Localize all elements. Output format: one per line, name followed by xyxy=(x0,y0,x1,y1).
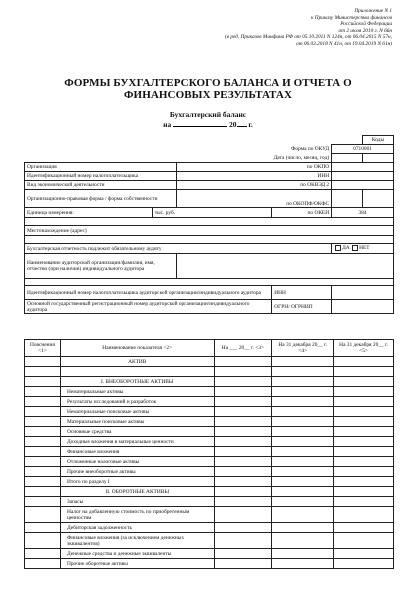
value-cell[interactable] xyxy=(214,487,272,497)
indicator-name: Отложенные налоговые активы xyxy=(60,457,214,467)
note-cell[interactable] xyxy=(25,417,61,427)
value-cell[interactable] xyxy=(334,427,394,437)
value-cell[interactable] xyxy=(214,407,272,417)
auditor-inn-field[interactable] xyxy=(332,286,394,300)
value-cell[interactable] xyxy=(214,357,272,367)
value-cell[interactable] xyxy=(272,507,334,523)
value-cell[interactable] xyxy=(272,417,334,427)
table-row xyxy=(25,357,394,367)
value-cell[interactable] xyxy=(272,447,334,457)
note-cell[interactable] xyxy=(25,377,61,387)
value-cell[interactable] xyxy=(334,377,394,387)
auditor-name-field[interactable] xyxy=(176,254,393,279)
value-cell[interactable] xyxy=(214,377,272,387)
period-year: 20 xyxy=(229,120,237,129)
value-cell[interactable] xyxy=(334,487,394,497)
value-cell[interactable] xyxy=(334,407,394,417)
value-cell[interactable] xyxy=(272,437,334,447)
note-cell[interactable] xyxy=(25,549,61,559)
indicator-name: Основные средства xyxy=(60,427,214,437)
unit-value: тыс. руб. xyxy=(152,208,272,218)
value-cell[interactable] xyxy=(272,549,334,559)
indicator-name: Нематериальные поисковые активы xyxy=(60,407,214,417)
appendix-line: от 06.03.2018 N 41н, от 19.04.2019 N 61н) xyxy=(296,40,392,47)
value-cell[interactable] xyxy=(272,457,334,467)
note-cell[interactable] xyxy=(25,427,61,437)
note-cell[interactable] xyxy=(25,437,61,447)
activity-label: Вид экономической деятельности xyxy=(25,181,177,190)
value-cell[interactable] xyxy=(214,417,272,427)
note-cell[interactable] xyxy=(25,497,61,507)
value-cell[interactable] xyxy=(214,533,272,549)
appendix-line: (в ред. Приказов Минфина РФ от 05.10.2011 N 124н, от 06.04.2015 N 57н, xyxy=(224,34,392,40)
table-row xyxy=(25,487,394,497)
column-header: Пояснения <1> xyxy=(25,340,61,357)
value-cell[interactable] xyxy=(272,467,334,477)
column-header: На 31 декабря 20__ г. <4> xyxy=(272,340,334,357)
note-cell[interactable] xyxy=(25,487,61,497)
balance-title: Бухгалтерский баланс xyxy=(169,110,247,119)
value-cell[interactable] xyxy=(214,447,272,457)
appendix-note xyxy=(132,8,392,47)
table-row xyxy=(25,467,394,477)
value-cell[interactable] xyxy=(334,523,394,533)
period-line xyxy=(0,120,416,129)
value-cell[interactable] xyxy=(214,507,272,523)
indicator-name: Результаты исследований и разработок xyxy=(60,397,214,407)
inn-code-label: ИНН xyxy=(176,172,332,181)
period-na: на xyxy=(163,120,172,129)
table-row xyxy=(25,397,394,407)
table-row xyxy=(25,437,394,447)
codes-header: Коды xyxy=(363,136,394,145)
indicator-name: Денежные средства и денежные эквиваленты xyxy=(60,549,214,559)
org-label: Организация xyxy=(25,163,177,172)
indicator-name: Дебиторская задолженность xyxy=(60,523,214,533)
value-cell[interactable] xyxy=(334,417,394,427)
location-label: Местонахождение (адрес) xyxy=(25,226,394,236)
audit-no-label: НЕТ xyxy=(359,245,370,252)
indicator-name xyxy=(60,367,214,377)
date-year-field[interactable] xyxy=(363,154,394,163)
audit-yes-checkbox[interactable] xyxy=(335,245,341,251)
column-header: Наименование показателя <2> xyxy=(60,340,214,357)
okopf-label: по ОКОПФ/ОКФС xyxy=(176,190,332,208)
table-row xyxy=(25,387,394,397)
auditor-inn-label: Идентификационный номер налогоплательщика аудиторской организации/индивидуального аудитора xyxy=(25,286,272,300)
note-cell[interactable] xyxy=(25,407,61,417)
table-row xyxy=(25,367,394,377)
indicator-name: Доходные вложения в материальные ценности xyxy=(60,437,214,447)
table-row xyxy=(25,507,394,523)
table-row xyxy=(25,427,394,437)
value-cell[interactable] xyxy=(272,427,334,437)
value-cell[interactable] xyxy=(334,507,394,523)
okved-label: по ОКВЭД 2 xyxy=(176,181,332,190)
note-cell[interactable] xyxy=(25,477,61,487)
inn-label: Идентификационный номер налогоплательщика xyxy=(25,172,177,181)
table-row xyxy=(25,533,394,549)
audit-yes-label: ДА xyxy=(342,245,350,252)
value-cell[interactable] xyxy=(334,397,394,407)
audit-no-checkbox[interactable] xyxy=(352,245,358,251)
note-cell[interactable] xyxy=(25,533,61,549)
okud-label: Форма по ОКУД xyxy=(291,146,330,152)
section-header: АКТИВ xyxy=(60,357,214,367)
okopf-field[interactable] xyxy=(332,190,363,208)
value-cell[interactable] xyxy=(214,367,272,377)
audit-label: Бухгалтерская отчетность подлежит обязательному аудиту xyxy=(25,244,332,254)
value-cell[interactable] xyxy=(214,457,272,467)
value-cell[interactable] xyxy=(214,559,272,569)
unit-label: Единица измерения: xyxy=(25,208,153,218)
okei-value: 384 xyxy=(332,208,394,218)
document-title: ФОРМЫ БУХГАЛТЕРСКОГО БАЛАНСА И ОТЧЕТА О ФИНАНСОВЫХ РЕЗУЛЬТАТАХ xyxy=(64,77,352,101)
table-row xyxy=(25,417,394,427)
value-cell[interactable] xyxy=(334,447,394,457)
okud-value: 0710001 xyxy=(332,145,394,154)
value-cell[interactable] xyxy=(334,357,394,367)
appendix-line: Российской Федерации xyxy=(340,21,392,27)
indicator-name: Прочие внеоборотные активы xyxy=(60,467,214,477)
note-cell[interactable] xyxy=(25,447,61,457)
value-cell[interactable] xyxy=(214,467,272,477)
date-day-field[interactable] xyxy=(332,154,363,163)
value-cell[interactable] xyxy=(272,559,334,569)
value-cell[interactable] xyxy=(272,523,334,533)
indicator-name: Финансовые вложения (за исключением денежных эквивалентов) xyxy=(60,533,214,549)
value-cell[interactable] xyxy=(272,377,334,387)
value-cell[interactable] xyxy=(334,497,394,507)
balance-table xyxy=(24,339,394,569)
note-cell[interactable] xyxy=(25,457,61,467)
value-cell[interactable] xyxy=(214,427,272,437)
period-date-blank[interactable] xyxy=(173,120,227,127)
value-cell[interactable] xyxy=(334,559,394,569)
note-cell[interactable] xyxy=(25,523,61,533)
value-cell[interactable] xyxy=(272,387,334,397)
column-header: На 31 декабря 20__ г. <5> xyxy=(334,340,394,357)
table-row xyxy=(25,457,394,467)
value-cell[interactable] xyxy=(272,357,334,367)
okpo-field[interactable] xyxy=(332,163,394,172)
value-cell[interactable] xyxy=(334,477,394,487)
value-cell[interactable] xyxy=(214,437,272,447)
value-cell[interactable] xyxy=(214,477,272,487)
okfs-field[interactable] xyxy=(363,190,394,208)
value-cell[interactable] xyxy=(214,497,272,507)
indicator-name: Финансовые вложения xyxy=(60,447,214,457)
note-cell[interactable] xyxy=(25,397,61,407)
indicator-name: Нематериальные активы xyxy=(60,387,214,397)
value-cell[interactable] xyxy=(334,437,394,447)
okei-label: по ОКЕИ xyxy=(272,208,332,218)
okpo-label: по ОКПО xyxy=(176,163,332,172)
value-cell[interactable] xyxy=(334,367,394,377)
value-cell[interactable] xyxy=(214,397,272,407)
value-cell[interactable] xyxy=(272,497,334,507)
table-row xyxy=(25,477,394,487)
indicator-name: Запасы xyxy=(60,497,214,507)
auditor-inn-code: ИНН xyxy=(272,286,332,300)
value-cell[interactable] xyxy=(214,523,272,533)
appendix-line: от 2 июля 2010 г. N 66н xyxy=(338,27,392,34)
value-cell[interactable] xyxy=(334,533,394,549)
indicator-name: Материальные поисковые активы xyxy=(60,417,214,427)
date-label: Дата (число, месяц, год) xyxy=(273,154,330,161)
period-g: г. xyxy=(248,120,253,129)
value-cell[interactable] xyxy=(272,397,334,407)
auditor-ogrn-label: Основной государственный регистрационный номер аудиторской организации/индивидуального аудитора xyxy=(25,300,272,314)
table-row xyxy=(25,447,394,457)
value-cell[interactable] xyxy=(272,367,334,377)
requisites-table xyxy=(24,135,394,314)
auditor-name-label: Наименование аудиторской организации/фамилия, имя, отчество (при наличии) индивидуального аудитора xyxy=(25,254,177,279)
indicator-name: Итого по разделу I xyxy=(60,477,214,487)
column-header: На ___ 20__ г. <3> xyxy=(214,340,272,357)
note-cell[interactable] xyxy=(25,467,61,477)
value-cell[interactable] xyxy=(272,477,334,487)
value-cell[interactable] xyxy=(334,457,394,467)
appendix-line: Приложение N 1 xyxy=(354,8,392,14)
table-row xyxy=(25,559,394,569)
table-row xyxy=(25,497,394,507)
value-cell[interactable] xyxy=(272,487,334,497)
auditor-ogrn-code: ОГРН/ ОГРНИП xyxy=(272,300,332,314)
table-row xyxy=(25,549,394,559)
value-cell[interactable] xyxy=(334,467,394,477)
value-cell[interactable] xyxy=(272,407,334,417)
section-header: II. ОБОРОТНЫЕ АКТИВЫ xyxy=(60,487,214,497)
note-cell[interactable] xyxy=(25,357,61,367)
value-cell[interactable] xyxy=(214,549,272,559)
note-cell[interactable] xyxy=(25,559,61,569)
inn-field[interactable] xyxy=(332,172,394,181)
indicator-name: Налог на добавленную стоимость по приобретенным ценностям xyxy=(60,507,214,523)
value-cell[interactable] xyxy=(334,387,394,397)
appendix-line: к Приказу Министерства финансов xyxy=(310,14,392,21)
period-year-blank[interactable] xyxy=(237,120,247,127)
note-cell[interactable] xyxy=(25,367,61,377)
table-row xyxy=(25,377,394,387)
audit-choice xyxy=(332,244,394,254)
value-cell[interactable] xyxy=(272,533,334,549)
section-header: I. ВНЕОБОРОТНЫЕ АКТИВЫ xyxy=(60,377,214,387)
note-cell[interactable] xyxy=(25,387,61,397)
table-row xyxy=(25,523,394,533)
note-cell[interactable] xyxy=(25,507,61,523)
indicator-name: Прочие оборотные активы xyxy=(60,559,214,569)
value-cell[interactable] xyxy=(334,549,394,559)
auditor-ogrn-field[interactable] xyxy=(332,300,394,314)
table-row xyxy=(25,407,394,417)
okved-field[interactable] xyxy=(332,181,394,190)
value-cell[interactable] xyxy=(214,387,272,397)
legal-form-label: Организационно-правовая форма / форма собственности xyxy=(25,190,177,208)
